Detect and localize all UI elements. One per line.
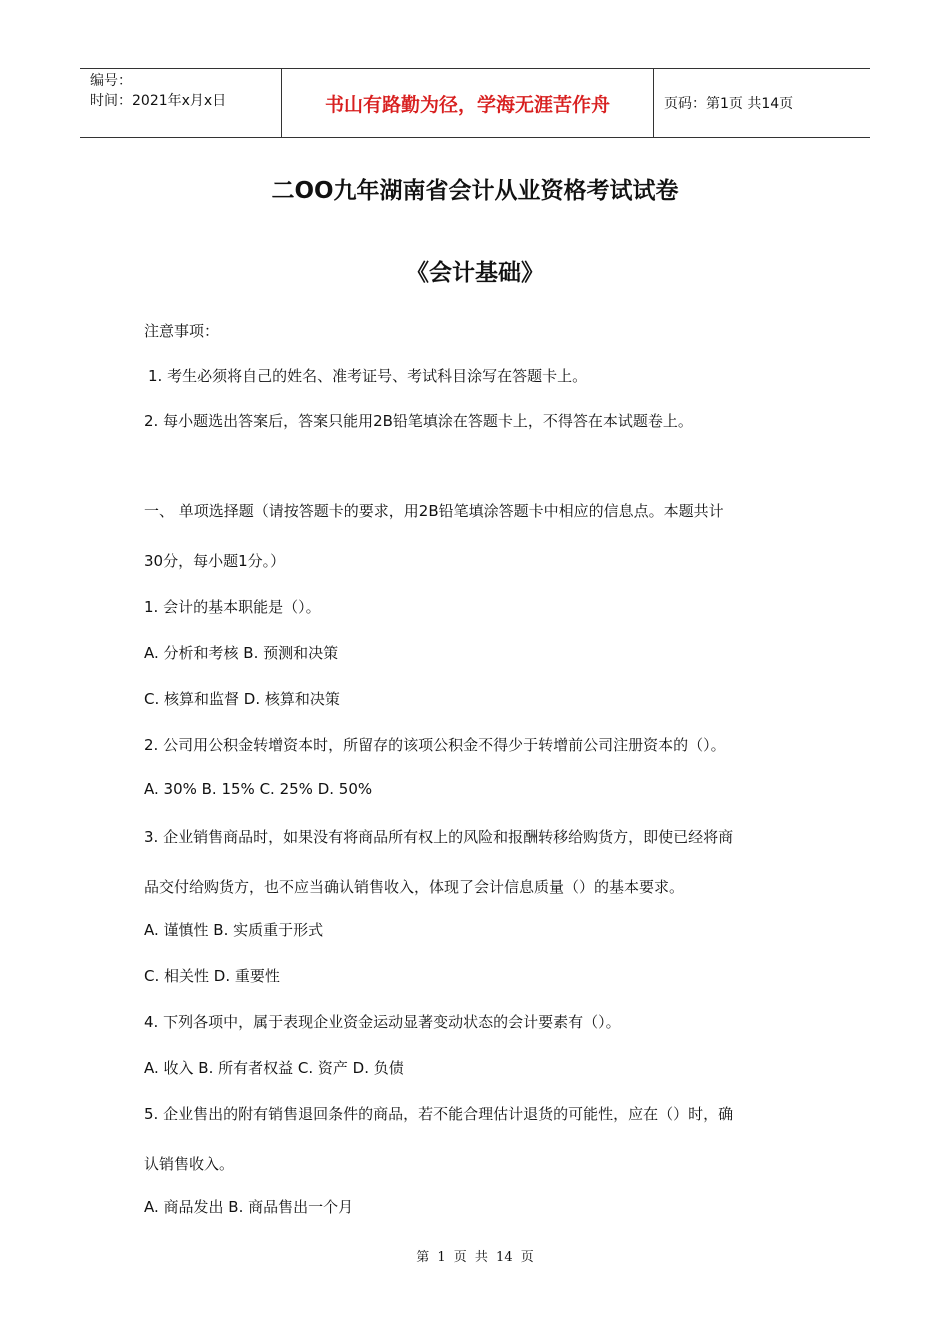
page-footer: 第 1 页 共 14 页 — [416, 1250, 534, 1265]
question-1-options-a: A. 分析和考核 B. 预测和决策 — [144, 644, 339, 662]
question-4-options: A. 收入 B. 所有者权益 C. 资产 D. 负债 — [144, 1059, 404, 1077]
header-motto: 书山有路勤为径，学海无涯苦作舟 — [282, 69, 654, 137]
question-4: 4. 下列各项中，属于表现企业资金运动显著变动状态的会计要素有（）。 — [144, 1013, 621, 1031]
question-3-line1: 3. 企业销售商品时，如果没有将商品所有权上的风险和报酬转移给购货方，即使已经将商 — [144, 828, 734, 846]
question-1: 1. 会计的基本职能是（）。 — [144, 598, 321, 616]
question-2-options: A. 30% B. 15% C. 25% D. 50% — [144, 780, 373, 798]
question-3-options-a: A. 谨慎性 B. 实质重于形式 — [144, 921, 324, 939]
notes-heading: 注意事项： — [144, 322, 220, 340]
header-page-info: 页码：第1页 共14页 — [664, 96, 794, 112]
exam-title: 二OO九年湖南省会计从业资格考试试卷 — [271, 178, 679, 204]
exam-subtitle: 《会计基础》 — [406, 260, 544, 286]
question-5-line2: 认销售收入。 — [144, 1155, 235, 1173]
header-meta — [80, 69, 282, 137]
header-date: 时间：2021年x月x日 — [90, 93, 227, 109]
note-item-1: 1. 考生必须将自己的姓名、准考证号、考试科目涂写在答题卡上。 — [148, 367, 588, 385]
question-5-line1: 5. 企业售出的附有销售退回条件的商品，若不能合理估计退货的可能性，应在（）时，确 — [144, 1105, 734, 1123]
page-header — [80, 68, 870, 138]
question-1-options-b: C. 核算和监督 D. 核算和决策 — [144, 690, 340, 708]
note-item-2: 2. 每小题选出答案后，答案只能用2B铅笔填涂在答题卡上，不得答在本试题卷上。 — [144, 412, 693, 430]
header-number-label: 编号： — [90, 73, 132, 89]
question-3-line2: 品交付给购货方，也不应当确认销售收入，体现了会计信息质量（）的基本要求。 — [144, 878, 685, 896]
question-5-options: A. 商品发出 B. 商品售出一个月 — [144, 1198, 354, 1216]
section-heading-line2: 30分，每小题1分。） — [144, 552, 286, 570]
question-2: 2. 公司用公积金转增资本时，所留存的该项公积金不得少于转增前公司注册资本的（）。 — [144, 736, 726, 754]
question-3-options-b: C. 相关性 D. 重要性 — [144, 967, 280, 985]
section-heading-line1: 一、 单项选择题（请按答题卡的要求，用2B铅笔填涂答题卡中相应的信息点。本题共计 — [144, 502, 724, 520]
